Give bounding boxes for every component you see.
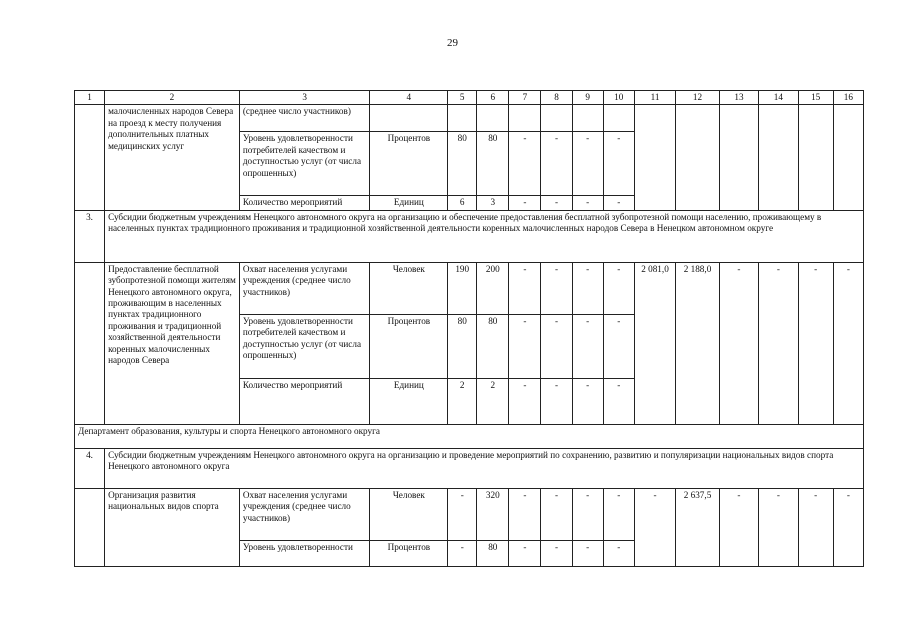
value-7: - — [509, 488, 541, 540]
indicator-name: Уровень удовлетворенности потребителей качеством и доступностью услуг (от числа опрошенных) — [239, 132, 370, 196]
col-header: 5 — [448, 91, 477, 105]
col-header: 10 — [603, 91, 634, 105]
value-15: - — [798, 262, 833, 424]
value-7: - — [509, 262, 541, 314]
value-8: - — [541, 262, 572, 314]
col-header: 12 — [676, 91, 720, 105]
section-number: 3. — [75, 210, 105, 262]
value-10: - — [603, 314, 634, 378]
value-15: - — [798, 488, 833, 566]
indicator-name: (среднее число участников) — [239, 105, 370, 132]
value-7: - — [509, 540, 541, 566]
value-5: 2 — [448, 378, 477, 424]
value-11: 2 081,0 — [634, 262, 675, 424]
value-8: - — [541, 132, 572, 196]
section-title: Субсидии бюджетным учреждениям Ненецкого автономного округа на организацию и обеспечение предоставления бесплатной зубопротезной помощи населению, проживающему в населенных пунктах традиционного проживания и традиционной хозяйственной деятельности коренных малочисленных народов Севера в Ненецком автономном округе — [105, 210, 864, 262]
unit: Единиц — [370, 378, 448, 424]
section-row — [75, 448, 864, 488]
value-12: 2 188,0 — [676, 262, 720, 424]
unit: Единиц — [370, 196, 448, 210]
value-7: - — [509, 132, 541, 196]
col-header: 6 — [477, 91, 509, 105]
value-16: - — [833, 262, 863, 424]
value-9: - — [572, 540, 603, 566]
value-8: - — [541, 488, 572, 540]
col-header: 2 — [105, 91, 240, 105]
value-5: - — [448, 488, 477, 540]
unit: Процентов — [370, 314, 448, 378]
value-8: - — [541, 540, 572, 566]
value-10: - — [603, 378, 634, 424]
col-header: 4 — [370, 91, 448, 105]
section-row — [75, 210, 864, 262]
value-10: - — [603, 540, 634, 566]
measure-name: Предоставление бесплатной зубопротезной помощи жителям Ненецкого автономного округа, проживающим в населенных пунктах традиционного проживания и традиционной хозяйственной деятельности коренных малочисленных народов Севера — [105, 262, 240, 424]
department-row — [75, 424, 864, 448]
value-6: 80 — [477, 314, 509, 378]
value-16: - — [833, 488, 863, 566]
indicators-table — [74, 90, 864, 567]
value-14: - — [759, 262, 798, 424]
unit: Человек — [370, 262, 448, 314]
value-6: 80 — [477, 540, 509, 566]
indicator-name: Уровень удовлетворенности потребителей качеством и доступностью услуг (от числа опрошенных) — [239, 314, 370, 378]
value-10: - — [603, 196, 634, 210]
value-7: - — [509, 314, 541, 378]
measure-name: малочисленных народов Севера на проезд к месту получения дополнительных платных медицинских услуг — [105, 105, 240, 210]
col-header: 11 — [634, 91, 675, 105]
unit: Процентов — [370, 132, 448, 196]
value-6: 80 — [477, 132, 509, 196]
indicator-name: Уровень удовлетворенности — [239, 540, 370, 566]
department-title: Департамент образования, культуры и спорта Ненецкого автономного округа — [75, 424, 864, 448]
table-row — [75, 262, 864, 314]
col-header: 14 — [759, 91, 798, 105]
value-13: - — [719, 262, 758, 424]
col-header: 7 — [509, 91, 541, 105]
col-header: 3 — [239, 91, 370, 105]
col-header: 9 — [572, 91, 603, 105]
col-header: 1 — [75, 91, 105, 105]
unit: Человек — [370, 488, 448, 540]
indicator-name: Количество мероприятий — [239, 196, 370, 210]
value-6: 3 — [477, 196, 509, 210]
value-6: 2 — [477, 378, 509, 424]
value-14: - — [759, 488, 798, 566]
value-10: - — [603, 262, 634, 314]
value-5: 80 — [448, 132, 477, 196]
value-5: 190 — [448, 262, 477, 314]
indicator-name: Охват населения услугами учреждения (среднее число участников) — [239, 262, 370, 314]
value-7: - — [509, 196, 541, 210]
value-5: 6 — [448, 196, 477, 210]
table-row — [75, 105, 864, 132]
indicator-name: Охват населения услугами учреждения (среднее число участников) — [239, 488, 370, 540]
value-12: 2 637,5 — [676, 488, 720, 566]
value-13: - — [719, 488, 758, 566]
value-9: - — [572, 262, 603, 314]
column-number-row — [75, 91, 864, 105]
value-9: - — [572, 378, 603, 424]
table-row — [75, 488, 864, 540]
value-10: - — [603, 488, 634, 540]
page-number: 29 — [447, 37, 458, 49]
value-11: - — [634, 488, 675, 566]
measure-name: Организация развития национальных видов спорта — [105, 488, 240, 566]
value-6: 200 — [477, 262, 509, 314]
section-title: Субсидии бюджетным учреждениям Ненецкого автономного округа на организацию и проведение мероприятий по сохранению, развитию и популяризации национальных видов спорта Ненецкого автономного округа — [105, 448, 864, 488]
value-9: - — [572, 488, 603, 540]
value-5: 80 — [448, 314, 477, 378]
col-header: 8 — [541, 91, 572, 105]
value-8: - — [541, 378, 572, 424]
value-9: - — [572, 196, 603, 210]
indicator-name: Количество мероприятий — [239, 378, 370, 424]
value-10: - — [603, 132, 634, 196]
value-9: - — [572, 132, 603, 196]
col-header: 16 — [833, 91, 863, 105]
col-header: 15 — [798, 91, 833, 105]
value-7: - — [509, 378, 541, 424]
value-6: 320 — [477, 488, 509, 540]
value-5: - — [448, 540, 477, 566]
value-9: - — [572, 314, 603, 378]
section-number: 4. — [75, 448, 105, 488]
value-8: - — [541, 196, 572, 210]
unit: Процентов — [370, 540, 448, 566]
value-8: - — [541, 314, 572, 378]
col-header: 13 — [719, 91, 758, 105]
